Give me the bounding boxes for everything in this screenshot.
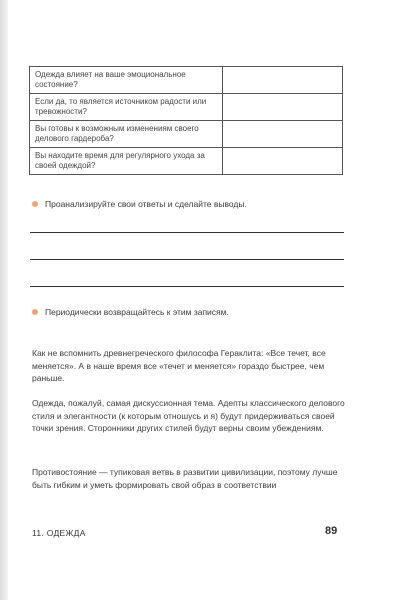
answer-line <box>30 286 344 287</box>
bullet-analyze-text: Проанализируйте свои ответы и сделайте выводы. <box>45 199 247 209</box>
answer-cell <box>223 67 343 94</box>
question-cell: Одежда влияет на ваше эмоциональное состояние? <box>30 67 223 94</box>
answer-cell <box>223 121 343 148</box>
table-row <box>30 94 343 121</box>
answer-line <box>30 232 344 233</box>
paragraph: Противостояние — тупиковая ветвь в развитии цивилизации, поэтому лучше быть гибким и уметь формировать свой образ в соответствии <box>32 467 338 490</box>
answer-cell <box>223 94 343 121</box>
table-row <box>30 148 343 175</box>
paragraph: Как не вспомнить древнегреческого философа Гераклита: «Все течет, все меняется». А в наше время все «течет и меняется» гораздо быстрее, чем раньше. <box>32 348 326 383</box>
bullet-analyze <box>32 199 247 209</box>
question-cell: Вы готовы к возможным изменениям своего делового гардероба? <box>30 121 223 148</box>
paragraph: Одежда, пожалуй, самая дискуссионная тема. Адепты классического делового стиля и элегантности (к которым отношусь и я) будут придерживаться своей точки зрения. Сторонники других стилей будут верны своим убеждениям. <box>32 398 345 433</box>
bullet-revisit <box>32 307 229 317</box>
book-spine-shadow <box>0 0 8 600</box>
bullet-dot-icon <box>32 201 38 207</box>
questionnaire-table <box>29 66 343 175</box>
bullet-revisit-text: Периодически возвращайтесь к этим записям. <box>45 307 229 317</box>
answer-cell <box>223 148 343 175</box>
question-cell: Если да, то является источником радости или тревожности? <box>30 94 223 121</box>
table-row <box>30 121 343 148</box>
table-row <box>30 67 343 94</box>
footer-section-title: 11. ОДЕЖДА <box>32 528 86 538</box>
answer-line <box>30 259 344 260</box>
question-cell: Вы находите время для регулярного ухода за своей одеждой? <box>30 148 223 175</box>
page-number: 89 <box>325 525 338 537</box>
bullet-dot-icon <box>32 309 38 315</box>
